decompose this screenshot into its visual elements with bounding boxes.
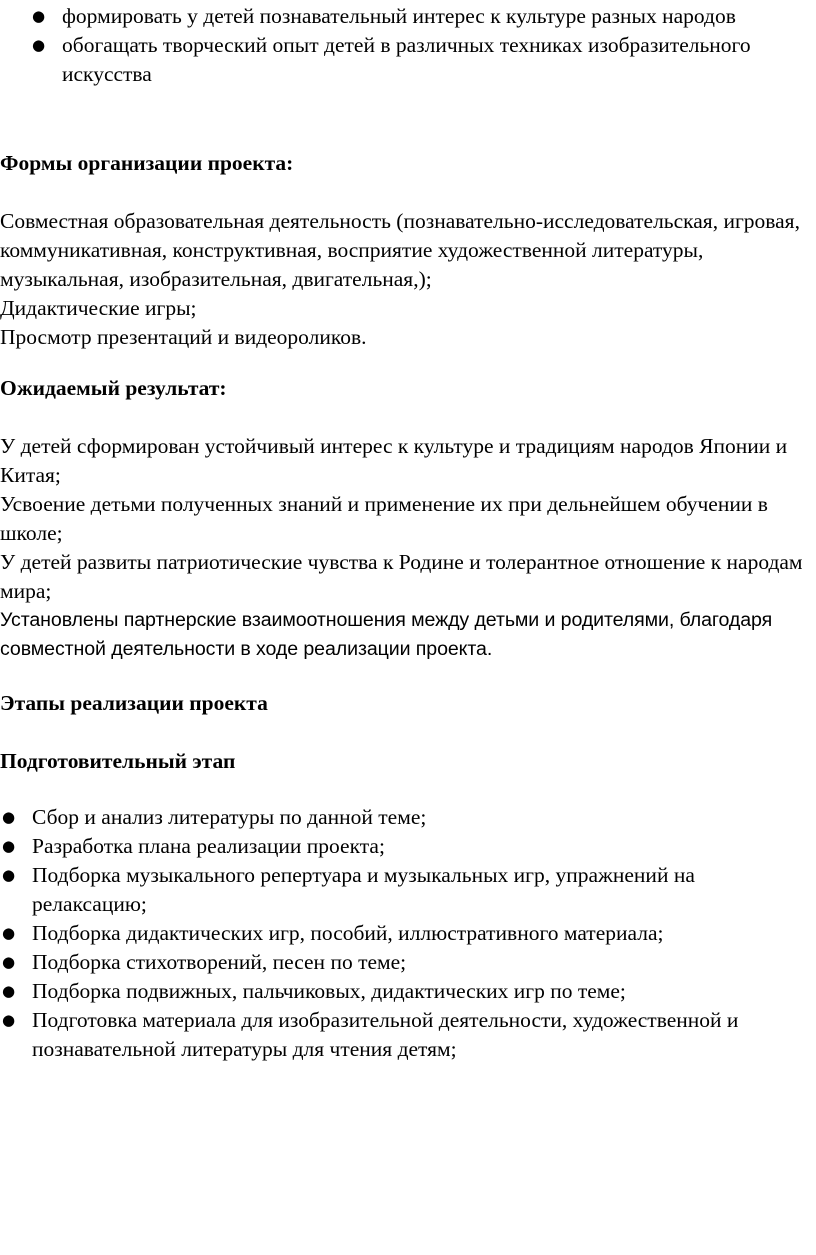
bullet-icon: ● (32, 7, 46, 25)
bullet-icon: ● (32, 36, 46, 54)
results-heading: Ожидаемый результат: (0, 376, 227, 400)
list-item: ● Подготовка материала для изобразительной деятельности, художественной и познавательной литературы для чтения детям; (2, 1008, 739, 1061)
list-item: ● Подборка подвижных, пальчиковых, дидактических игр по теме; (0, 977, 812, 1006)
results-line: У детей развиты патриотические чувства к Родине и толерантное отношение к народам мира; (0, 550, 803, 603)
list-item: ● Подборка музыкального репертуара и музыкальных игр, упражнений на релаксацию; (2, 863, 695, 916)
results-line: Установлены партнерские взаимоотношения между детьми и родителями, благодаря совместной деятельности в ходе реализации проекта. (0, 609, 773, 660)
bullet-icon: ● (2, 866, 16, 884)
bullet-icon: ● (2, 924, 16, 942)
forms-line: Совместная образовательная деятельность (познавательно-исследовательская, игровая, коммуникативная, конструктивная, восприятие художественной литературы, музыкальная, изобразительная, двигательная,); (0, 209, 800, 291)
list-item: ● Разработка плана реализации проекта; (0, 832, 812, 861)
results-line: У детей сформирован устойчивый интерес к культуре и традициям народов Японии и Китая; (0, 434, 788, 487)
forms-line: Просмотр презентаций и видеороликов. (0, 325, 367, 349)
bullet-icon: ● (2, 1011, 16, 1029)
bullet-icon: ● (2, 953, 16, 971)
stages-heading: Этапы реализации проекта (0, 691, 268, 715)
results-line: Усвоение детьми полученных знаний и применение их при дельнейшем обучении в школе; (0, 492, 768, 545)
goals-list (0, 2, 812, 89)
list-item: ● обогащать творческий опыт детей в различных техниках изобразительного искусства (32, 33, 751, 86)
list-item: ● Подборка дидактических игр, пособий, иллюстративного материала; (0, 919, 812, 948)
bullet-icon: ● (2, 808, 16, 826)
prep-heading: Подготовительный этап (0, 749, 236, 773)
list-item: ● Сбор и анализ литературы по данной теме; (0, 803, 812, 832)
list-item: ● Подборка стихотворений, песен по теме; (0, 948, 812, 977)
results-paragraph (0, 432, 812, 664)
bullet-icon: ● (2, 837, 16, 855)
list-item: ● формировать у детей познавательный интерес к культуре разных народов (0, 2, 812, 31)
forms-paragraph (0, 207, 812, 352)
forms-heading: Формы организации проекта: (0, 151, 294, 175)
prep-list (0, 803, 812, 1064)
forms-line: Дидактические игры; (0, 296, 197, 320)
bullet-icon: ● (2, 982, 16, 1000)
